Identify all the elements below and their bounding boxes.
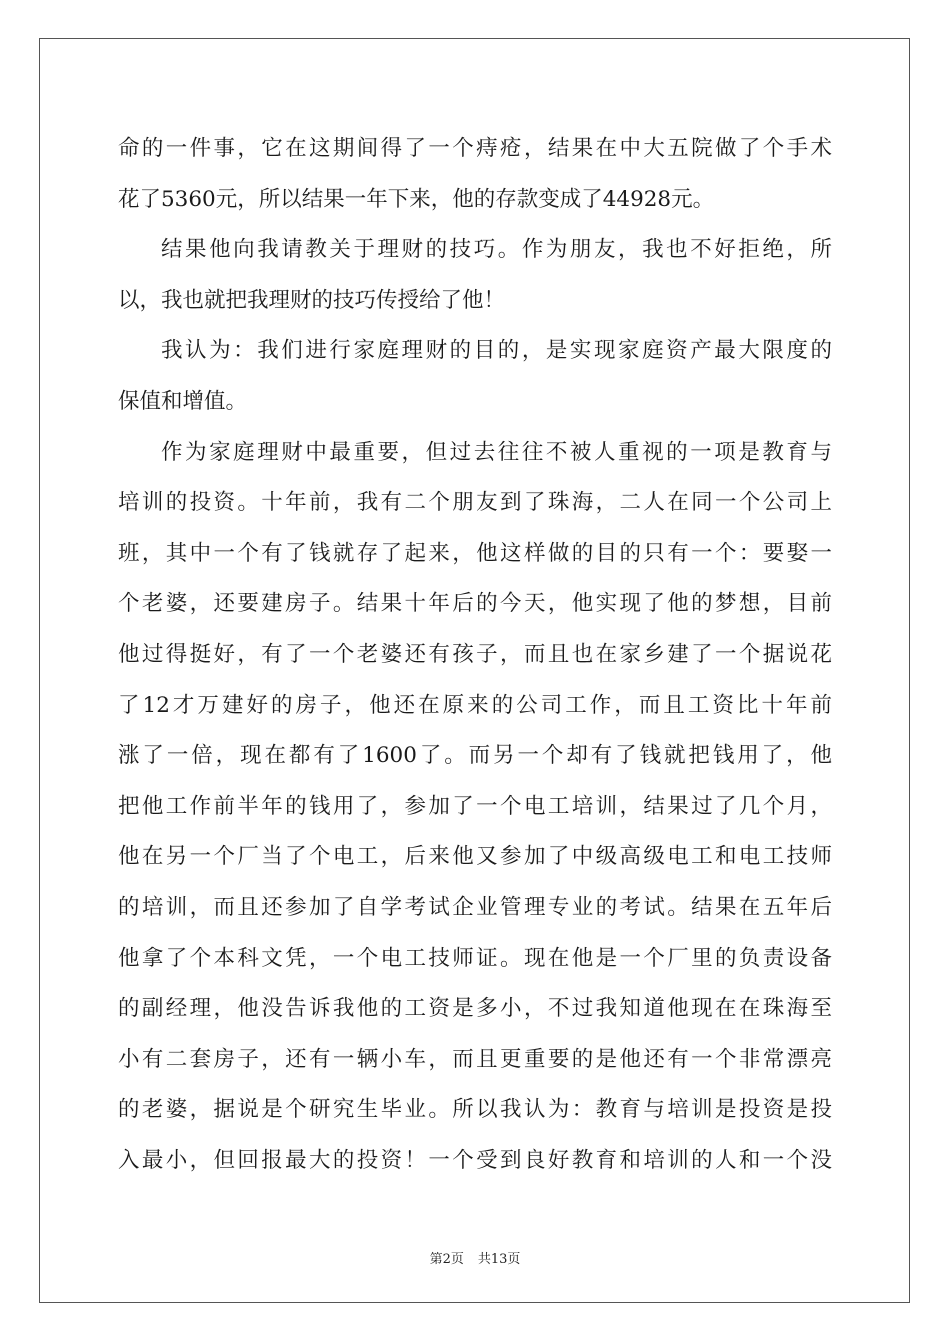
- text-line: 他过得挺好，有了一个老婆还有孩子，而且也在家乡建了一个据说花: [118, 641, 832, 667]
- page-number: 第2页: [429, 1252, 464, 1267]
- text-line: 的培训，而且还参加了自学考试企业管理专业的考试。结果在五年后: [118, 894, 832, 920]
- text-line: 以，我也就把我理财的技巧传授给了他！: [118, 287, 506, 313]
- text-line: 他拿了个本科文凭，一个电工技师证。现在他是一个厂里的负责设备: [118, 945, 832, 971]
- text-line: 把他工作前半年的钱用了，参加了一个电工培训，结果过了几个月，: [118, 793, 832, 819]
- text-line: 保值和增值。: [118, 388, 248, 414]
- text-line: 我认为：我们进行家庭理财的目的，是实现家庭资产最大限度的: [161, 338, 832, 364]
- text-line: 的副经理，他没告诉我他的工资是多小，不过我知道他现在在珠海至: [118, 996, 832, 1022]
- text-line: 结果他向我请教关于理财的技巧。作为朋友，我也不好拒绝，所: [161, 237, 832, 263]
- text-line: 涨了一倍，现在都有了1600了。而另一个却有了钱就把钱用了，他: [118, 743, 832, 769]
- text-line: 命的一件事，它在这期间得了一个痔疮，结果在中大五院做了个手术: [118, 136, 832, 161]
- text-line: 他在另一个厂当了个电工，后来他又参加了中级高级电工和电工技师: [118, 844, 832, 870]
- document-body: [118, 124, 832, 1186]
- text-line: 培训的投资。十年前，我有二个朋友到了珠海，二人在同一个公司上: [118, 490, 832, 516]
- text-line: 的老婆，据说是个研究生毕业。所以我认为：教育与培训是投资是投: [118, 1097, 832, 1123]
- text-line: 花了5360元，所以结果一年下来，他的存款变成了44928元。: [118, 186, 715, 212]
- text-line: 作为家庭理财中最重要，但过去往往不被人重视的一项是教育与: [161, 439, 832, 465]
- text-line: 小有二套房子，还有一辆小车，而且更重要的是他还有一个非常漂亮: [118, 1046, 832, 1072]
- text-line: 了12才万建好的房子，他还在原来的公司工作，而且工资比十年前: [118, 692, 832, 718]
- text-line: 入最小，但回报最大的投资！一个受到良好教育和培训的人和一个没: [118, 1147, 832, 1173]
- text-line: 个老婆，还要建房子。结果十年后的今天，他实现了他的梦想，目前: [118, 591, 832, 617]
- page-total: 共13页: [477, 1252, 521, 1267]
- page-footer: [0, 1248, 950, 1267]
- text-line: 班，其中一个有了钱就存了起来，他这样做的目的只有一个：要娶一: [118, 540, 832, 566]
